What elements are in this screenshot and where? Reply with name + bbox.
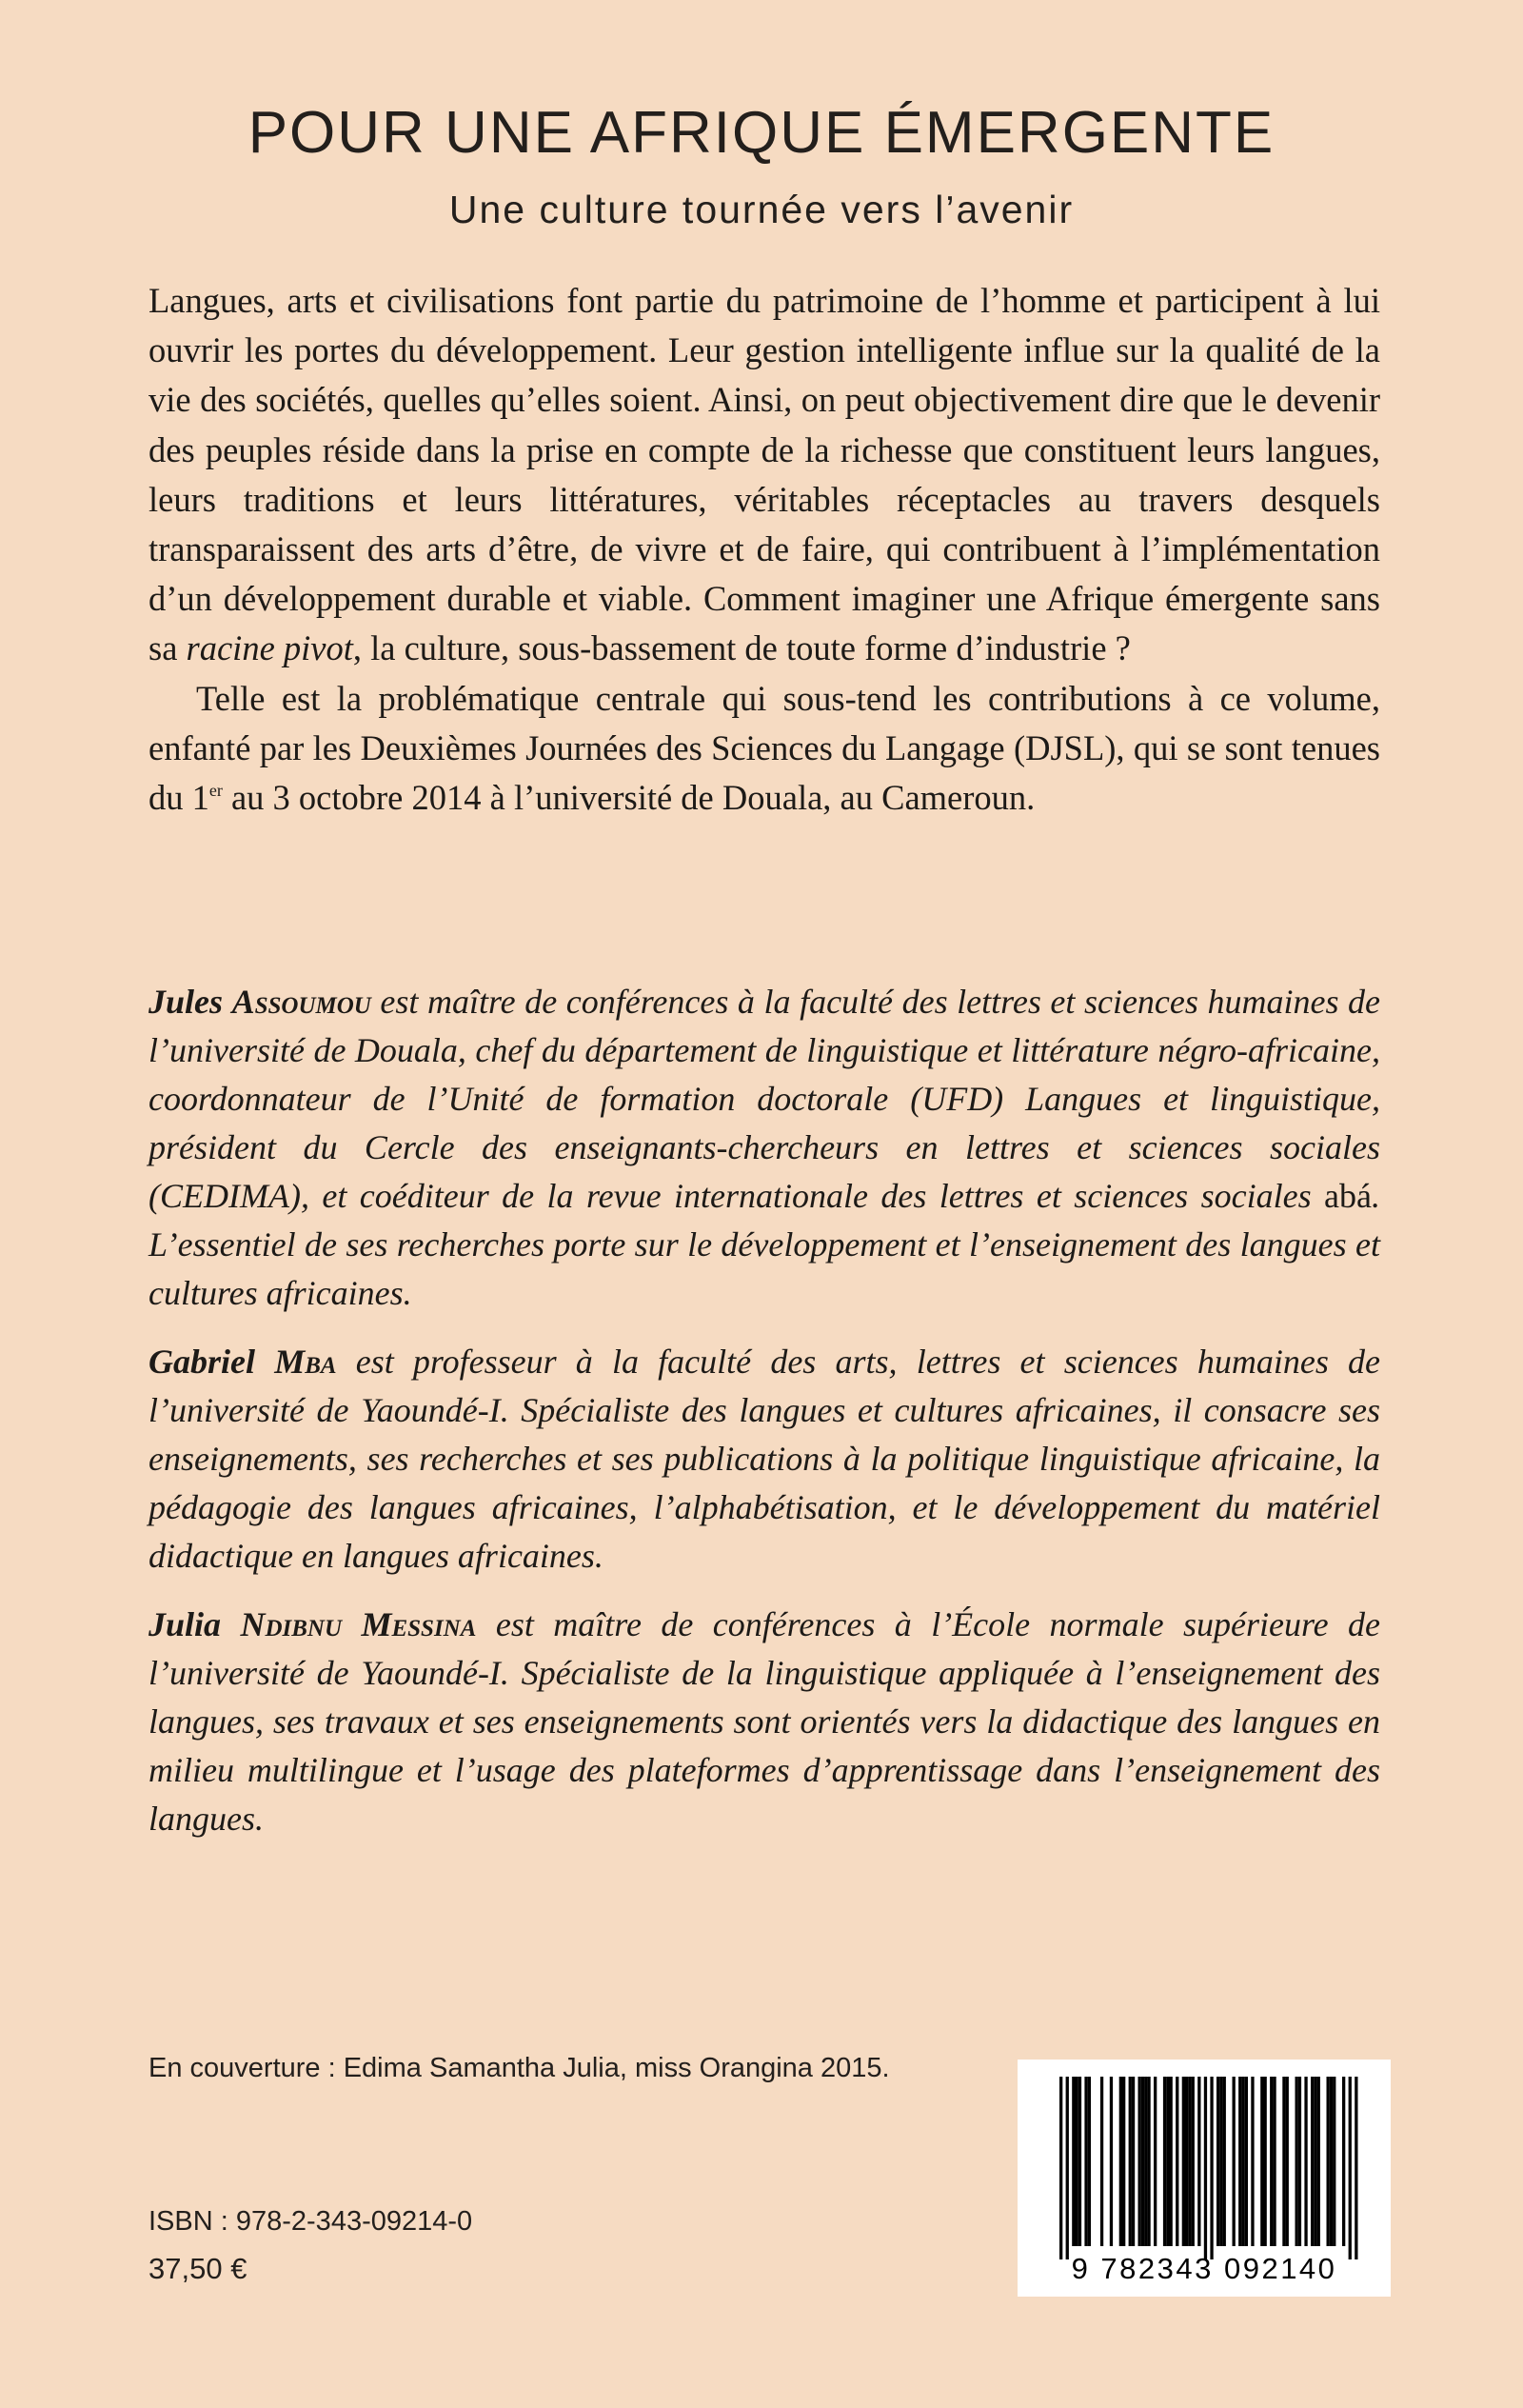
barcode-bar <box>1342 2077 1345 2246</box>
barcode-bar <box>1317 2077 1320 2246</box>
barcode-bar <box>1304 2077 1307 2246</box>
barcode-bar <box>1327 2077 1330 2246</box>
barcode-bar <box>1076 2077 1078 2246</box>
barcode-bar <box>1088 2077 1091 2246</box>
author-bio-mba <box>148 1338 1380 1581</box>
author-last-name: Assoumou <box>231 983 371 1021</box>
barcode-bar <box>1144 2077 1147 2246</box>
barcode-bar <box>1204 2077 1207 2259</box>
author-first-name: Julia <box>148 1605 222 1643</box>
barcode-bar <box>1330 2077 1333 2246</box>
barcode-bar <box>1166 2077 1169 2246</box>
barcode-bar <box>1110 2077 1113 2246</box>
barcode-bar <box>1147 2077 1150 2246</box>
barcode-bar <box>1219 2077 1222 2246</box>
author-name <box>148 1343 337 1381</box>
summary-text <box>148 276 1380 823</box>
summary-paragraph-2 <box>148 674 1380 824</box>
barcode-bar <box>1197 2077 1200 2246</box>
barcode-bar <box>1270 2077 1273 2246</box>
barcode-bar <box>1163 2077 1166 2246</box>
barcode-bar <box>1298 2077 1301 2246</box>
barcode-bar <box>1216 2077 1219 2246</box>
author-name <box>148 1605 476 1643</box>
author-bios <box>148 978 1380 1863</box>
barcode-bar <box>1273 2077 1276 2246</box>
barcode-bar <box>1170 2077 1173 2246</box>
barcode-bar <box>1141 2077 1144 2246</box>
author-first-name: Jules <box>148 983 224 1021</box>
summary-paragraph-1-text: Langues, arts et civilisations font partie du patrimoine de l’homme et participent à lui ouvrir les portes du développement. Leur gestion intelligente influe sur la qualité de la vie des sociétés, quelles qu’elles soient. Ainsi, on peut objectivement dire que le devenir des peuples réside dans la prise en compte de la richesse que constituent leurs langues, leurs traditions et leurs littératures, véritables réceptacles au travers desquels transparaissent des arts d’être, de vivre et de faire, qui contribuent à l’implémentation d’un développement durable et viable. Comment imaginer une Afrique émergente sans sa <box>148 281 1380 668</box>
book-title: POUR UNE AFRIQUE ÉMERGENTE <box>247 100 1276 166</box>
journal-name: abá <box>1324 1177 1372 1215</box>
barcode-bar <box>1282 2077 1285 2246</box>
barcode-bar <box>1138 2077 1141 2246</box>
barcode-bar <box>1119 2077 1122 2246</box>
barcode-bar <box>1223 2077 1226 2246</box>
barcode-bar <box>1260 2077 1263 2246</box>
summary-paragraph-2-text: Telle est la problématique centrale qui sous-tend les contributions à ce volume, enfanté par les Deuxièmes Journées des Sciences du Langage (DJSL), qui se sont tenues du 1 <box>148 678 1380 818</box>
barcode-digits: 9 782343 092140 <box>1071 2252 1337 2285</box>
barcode-bar <box>1154 2077 1157 2246</box>
barcode-bar <box>1333 2077 1335 2246</box>
barcode-bar <box>1286 2077 1289 2246</box>
summary-paragraph-1-emphasis: racine pivot <box>186 628 353 668</box>
author-bio-text: est maître de conférences à la faculté des lettres et sciences humaines de l’université de Douala, chef du département de linguistique et littérature négro-africaine, coordonnateur de l’Unité de formation doctorale (UFD) Langues et linguistique, président du Cercle des enseignants-chercheurs en lettres et sciences sociales (CEDIMA), et coéditeur de la revue internationale des lettres et sciences sociales <box>148 983 1381 1215</box>
barcode-bar <box>1059 2077 1062 2259</box>
barcode-bar <box>1210 2077 1213 2259</box>
author-first-name: Gabriel <box>148 1343 255 1381</box>
barcode-bar <box>1238 2077 1241 2246</box>
author-bio-ndibnu-messina <box>148 1601 1380 1843</box>
barcode-bar <box>1185 2077 1188 2246</box>
price-label: 37,50 € <box>148 2252 247 2285</box>
barcode-bar <box>1311 2077 1314 2246</box>
barcode-bar <box>1192 2077 1195 2246</box>
summary-paragraph-2-end: au 3 octobre 2014 à l’université de Douala, au Cameroun. <box>222 778 1036 818</box>
barcode-bar <box>1084 2077 1087 2246</box>
barcode-bar <box>1233 2077 1236 2246</box>
summary-paragraph-1-end: , la culture, sous-bassement de toute forme d’industrie ? <box>352 628 1131 668</box>
barcode-bar <box>1182 2077 1185 2246</box>
barcode-bar <box>1132 2077 1135 2246</box>
barcode-bar <box>1355 2077 1357 2259</box>
author-name <box>148 983 371 1021</box>
barcode-bar <box>1129 2077 1132 2246</box>
author-bio-text: est professeur à la faculté des arts, lettres et sciences humaines de l’université de Yaoundé-I. Spécialiste des langues et cultures africaines, il consacre ses enseignements, ses recherches et ses publications à la politique linguistique africaine, la pédagogie des langues africaines, l’alphabétisation, et le développement du matériel didactique en langues africaines. <box>148 1343 1381 1575</box>
barcode-bar <box>1296 2077 1298 2246</box>
barcode-bar <box>1176 2077 1178 2246</box>
author-last-name: Mba <box>274 1343 337 1381</box>
barcode-bar <box>1241 2077 1244 2246</box>
barcode-bar <box>1349 2077 1352 2259</box>
isbn-label: ISBN : 978-2-343-09214-0 <box>148 2206 473 2237</box>
barcode-bar <box>1072 2077 1075 2246</box>
barcode-bar <box>1100 2077 1103 2246</box>
barcode-bar <box>1264 2077 1267 2246</box>
author-bio-text-end: . L’essentiel de ses recherches porte sur le développement et l’enseignement des langues et cultures africaines. <box>148 1177 1380 1312</box>
ordinal-superscript: er <box>208 781 223 801</box>
barcode-bar <box>1122 2077 1125 2246</box>
barcode-bar <box>1245 2077 1248 2246</box>
book-subtitle: Une culture tournée vers l’avenir <box>448 188 1075 231</box>
barcode-bar <box>1188 2077 1191 2246</box>
cover-credit: En couverture : Edima Samantha Julia, miss Orangina 2015. <box>148 2053 890 2083</box>
author-bio-assoumou <box>148 978 1380 1318</box>
barcode-bar <box>1066 2077 1069 2259</box>
barcode <box>1018 2060 1391 2297</box>
summary-paragraph-1 <box>148 276 1380 674</box>
barcode-bar <box>1314 2077 1316 2246</box>
barcode-bar <box>1251 2077 1254 2246</box>
barcode-bar <box>1078 2077 1081 2246</box>
author-last-name: Ndibnu Messina <box>240 1605 477 1643</box>
author-bio-text: est maître de conférences à l’École normale supérieure de l’université de Yaoundé-I. Spécialiste de la linguistique appliquée à l’enseignement des langues, ses travaux et ses enseignements sont orientés vers la didactique des langues en milieu multilingue et l’usage des plateformes d’apprentissage dans l’enseignement des langues. <box>148 1605 1381 1838</box>
